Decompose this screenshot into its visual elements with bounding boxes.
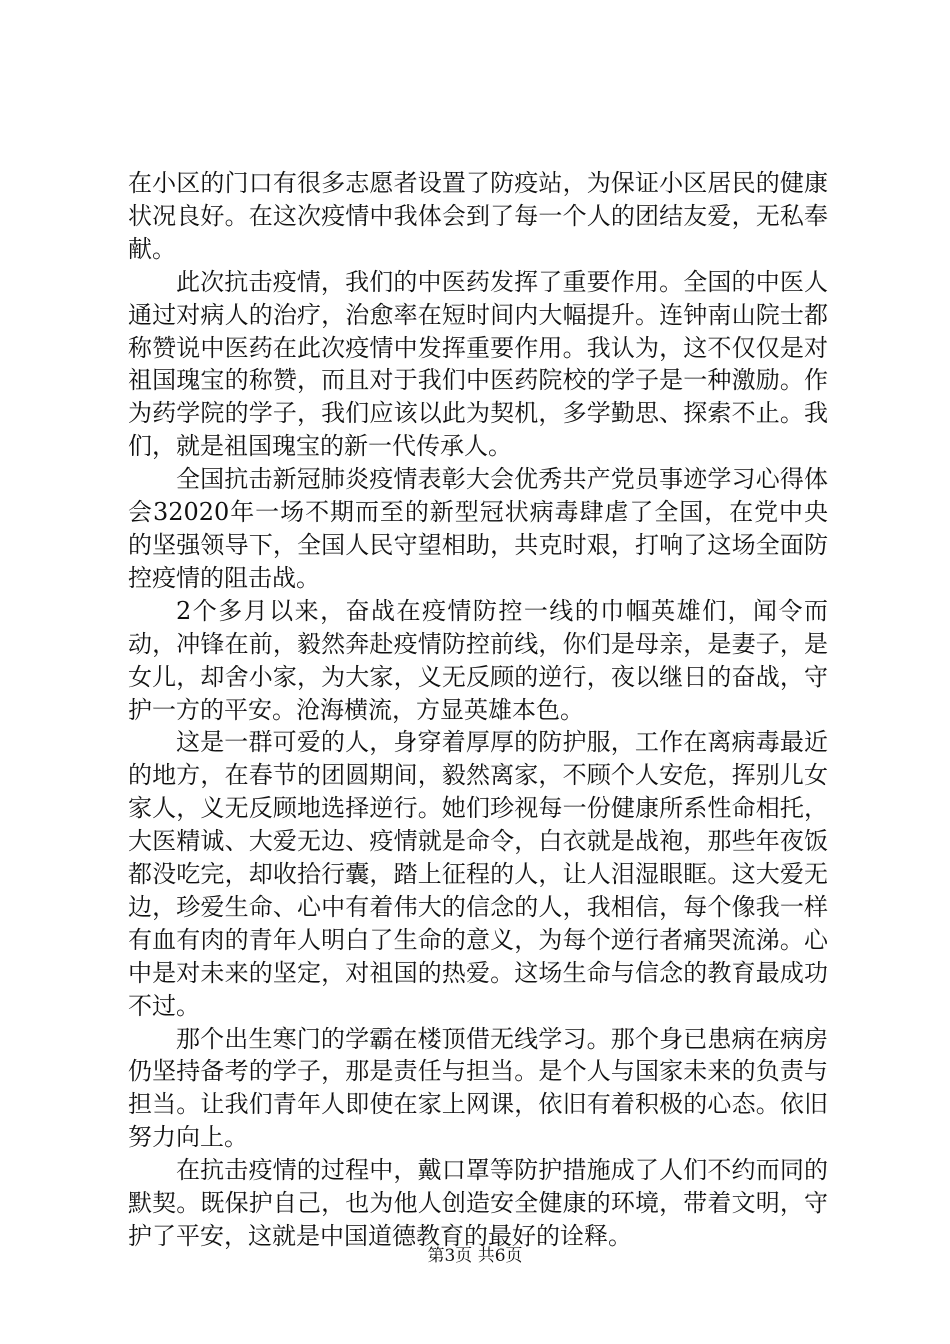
paragraph-1: 在小区的门口有很多志愿者设置了防疫站，为保证小区居民的健康状况良好。在这次疫情中我体会到了每一个人的团结友爱，无私奉献。	[128, 169, 828, 263]
paragraph-6: 那个出生寒门的学霸在楼顶借无线学习。那个身已患病在病房仍坚持备考的学子，那是责任与担当。是个人与国家未来的负责与担当。让我们青年人即使在家上网课，依旧有着积极的心态。依旧努力向上。	[128, 1024, 828, 1152]
paragraph-2: 此次抗击疫情，我们的中医药发挥了重要作用。全国的中医人通过对病人的治疗，治愈率在短时间内大幅提升。连钟南山院士都称赞说中医药在此次疫情中发挥重要作用。我认为，这不仅仅是对祖国瑰宝的称赞，而且对于我们中医药院校的学子是一种激励。作为药学院的学子，我们应该以此为契机，多学勤思、探索不止。我们，就是祖国瑰宝的新一代传承人。	[128, 267, 828, 461]
paragraph-7: 在抗击疫情的过程中，戴口罩等防护措施成了人们不约而同的默契。既保护自己，也为他人创造安全健康的环境，带着文明，守护了平安，这就是中国道德教育的最好的诠释。	[128, 1156, 828, 1250]
paragraph-3: 全国抗击新冠肺炎疫情表彰大会优秀共产党员事迹学习心得体会32020年一场不期而至的新型冠状病毒肆虐了全国，在党中央的坚强领导下，全国人民守望相助，共克时艰，打响了这场全面防控疫情的阻击战。	[128, 465, 828, 592]
paragraph-5: 这是一群可爱的人，身穿着厚厚的防护服，工作在离病毒最近的地方，在春节的团圆期间，毅然离家，不顾个人安危，挥别儿女家人，义无反顾地选择逆行。她们珍视每一份健康所系性命相托，大医精诚、大爱无边、疫情就是命令，白衣就是战袍，那些年夜饭都没吃完，却收拾行囊，踏上征程的人，让人泪湿眼眶。这大爱无边，珍爱生命、心中有着伟大的信念的人，我相信，每个像我一样有血有肉的青年人明白了生命的意义，为每个逆行者痛哭流涕。心中是对未来的坚定，对祖国的热爱。这场生命与信念的教育最成功不过。	[128, 728, 828, 1020]
paragraph-4: 2个多月以来，奋战在疫情防控一线的巾帼英雄们，闻令而动，冲锋在前，毅然奔赴疫情防控前线，你们是母亲，是妻子，是女儿，却舍小家，为大家，义无反顾的逆行，夜以继日的奋战，守护一方的平安。沧海横流，方显英雄本色。	[128, 596, 828, 724]
document-body	[128, 167, 828, 1253]
page-footer: 第3页 共6页	[427, 1246, 523, 1266]
